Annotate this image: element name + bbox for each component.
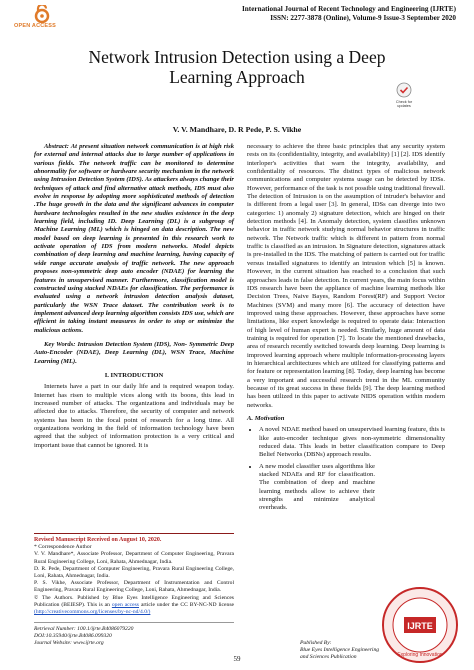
seal-text: IJRTE [407, 621, 433, 631]
section-heading-motivation: A. Motivation [247, 415, 285, 422]
paper-title [40, 47, 434, 87]
footer-divider [34, 622, 234, 623]
check-for-updates-label: Check for updates [395, 99, 413, 108]
published-by: Published By: [300, 640, 332, 646]
page-number: 59 [233, 655, 241, 663]
license-url-link[interactable]: (http://creativecommons.org/licenses/by-nc-nd/4.0/) [34, 609, 151, 616]
right-paragraph: necessary to achieve the three basic principles that any security system rests on its (confidentiality, integrity, and availability) [1] [2]. IDS identify interloper's activities that warn the integrity, availability, and confidentiality of resources. The distinct types of malicious network communications and computer systems usage can be detected by IDSs. However, performance of the task is not possible using traditional firewall. The detection of Intrusion is on the assumption of intruder's behavior and is different from a legal user [3]. In general, IDSs can diverge into two categories: 1) anomaly 2) signature detection, which are hinged on their detection methods [4]. In Anomaly detection, system classifies unknown behavior in traffic network studying normal behavior structures in traffic network. The Network traffic which is different in pattern from normal traffic is classified as an intrusion. In Signature detection, signatures attack is pre-installed in the IDS. The matching of pattern is carried out for traffic versus installed signatures to identify an intrusion which [5] is known. However, in the current situation has reached to a conclusion that such approaches leads in false detection. In current years, the main focus within IDS research have been the appliance of machine learning methods like Decision Trees, Naive Bayes, Random Forest(RF) and Support Vector Machines (SVM) and many more [6]. The accuracy of detection have improved using these approaches. However, these approaches have some limitations, like expert knowledge is required to operate data: Interaction of high level of human expert is needed. Similarly, huge amount of data training is required for operation [7]. To locate the mentioned drawbacks, area of research recently switched towards deep learning. Deep learning is improved learning approach where multiple information-processing layers in hierarchical architectures which are utilized for classifying patterns and for feature or representation learning [8]. Today, deep learning has become a very important and successful research trend in the ML community because of its great success in these fields [9]. The deep learning method has been utilized in this paper to activate NIDS operation within modern networks. [247, 143, 445, 409]
journal-name: International Journal of Recent Technology and Engineering (IJRTE) [242, 5, 456, 13]
ijrte-seal-icon [380, 585, 460, 665]
motivation-list [247, 426, 445, 512]
right-column [247, 143, 445, 516]
license-text-mid: article under the CC BY-NC-ND license [140, 601, 234, 608]
ijrte-seal-logo [380, 585, 460, 665]
open-access-lock-icon [28, 5, 56, 23]
revised-manuscript-date: Revised Manuscript Received on August 10, 2020. [34, 537, 162, 543]
intro-paragraph: Internets have a part in our daily life and is required weapon today. Internet has risen to multiple vices along with its boons, this lead in increased number of attacks. The organizations and individuals may be affected due to attacks. Therefore, the security of computer and network systems has been in the focal point of research for a long time. All organizations working in the field of information technology have been agreed that the subject of information protection is a very critical and important issue that cannot be ignored. It is [34, 383, 234, 449]
footer-left [34, 626, 133, 647]
journal-issn: ISSN: 2277-3878 (Online), Volume-9 Issue-3 September 2020 [270, 14, 456, 22]
footer-publisher [300, 640, 379, 661]
open-access-label: OPEN ACCESS [14, 23, 57, 29]
retrieval-number: Retrieval Number: 100.1/ijrte.B4086079220 [34, 626, 134, 632]
list-item: • A new model classifier uses algorithms like stacked NDAEs and RF for classification. The combination of deep and machine learning methods allow to achieve their strengths and minimize analytical overheads. [259, 463, 445, 513]
section-heading-introduction: I. INTRODUCTION [104, 371, 164, 379]
author-affiliations [34, 533, 234, 616]
list-item: • A novel NDAE method based on unsupervised learning feature, this is like auto-encoder technique gives non-symmetric dimensionality reduced data. This leads in better classification compare to Deep Belief Networks (DBNs) approach results. [259, 426, 445, 459]
paper-title-line1: Network Intrusion Detection using a Deep [88, 47, 386, 67]
check-for-updates-badge[interactable] [392, 82, 416, 109]
seal-ring-text: Exploring Innovation [397, 652, 443, 658]
open-access-logo [14, 5, 74, 31]
license-note [34, 595, 234, 617]
publisher-line2: and Sciences Publication [300, 654, 357, 660]
affiliation-author2: D. R. Pede, Department of Computer Engineering, Pravara Rural Engineering College, Loni, Rahata, Ahmednagar, India. [34, 565, 234, 580]
abstract: Abstract: At present situation network communication is at high risk for external and internal attacks due to large number of applications in various fields. The network traffic can be monitored to determine abnormality for software or hardware security mechanism in the network using Intrusion Detection System (IDS). As attackers always change their techniques of attack and find alternative attack methods, IDS must also evolve in response by adopting more sophisticated methods of detection .The huge growth in the data and the significant advances in computer hardware technologies resulted in the new studies existence in the deep learning field, including ID. Deep Learning (DL) is a subgroup of Machine Learning (ML) which is hinged on data description. The new model based on deep learning is presented in this research work to activate operation of IDS from modern networks. Model depicts combination of deep learning and machine learning, having capacity of wide range accurate analysis of traffic network. The new approach proposes non-symmetric deep auto encoder (NDAE) for learning the features in unsupervised manner. Furthermore, classification model is constructed using stacked NDAEs for classification. The performance is evaluated using a network intrusion detection analysis dataset, particularly the WSN Trace dataset. The contribution work is to implement advanced deep learning algorithm consists IDS use, which are efficient in taking instant measures in order to stop or minimize the malicious actions. [34, 143, 234, 334]
journal-website: Journal Website: www.ijrte.org [34, 640, 104, 646]
authors: V. V. Mandhare, D. R Pede, P. S. Vikhe [172, 125, 302, 134]
paper-title-line2: Learning Approach [169, 67, 305, 87]
doi: DOI:10.35940/ijrte.B4086.099320 [34, 633, 112, 639]
check-for-updates-icon [396, 82, 412, 98]
open-access-link[interactable]: open access [111, 601, 139, 608]
publisher-line1: Blue Eyes Intelligence Engineering [300, 647, 380, 653]
journal-header [126, 5, 456, 23]
left-column [34, 143, 234, 450]
license-text-pre: © The Authors. Published by Blue Eyes Intelligence Engineering and Sciences Publication (BEIESP). This is an [34, 594, 234, 608]
affiliation-author3: P. S. Vikhe, Associate Professor, Department of Instrumentation and Control Engineering, Pravara Rural Engineering College, Loni, Rahata, Ahmednagar, India. [34, 580, 234, 594]
affiliation-author1: V. V. Mandhare*, Associate Professor, Department of Computer Engineering, Pravara Rural Engineering College, Loni, Rahata, Ahmednagar, India. [34, 551, 234, 565]
correspondence-note: * Correspondence Author [34, 544, 92, 551]
keywords: Key Words: Intrusion Detection System (IDS), Non- Symmetric Deep Auto-Encoder (NDAE), Deep Learning (DL), WSN Trace, Machine Learning (ML). [34, 340, 234, 365]
